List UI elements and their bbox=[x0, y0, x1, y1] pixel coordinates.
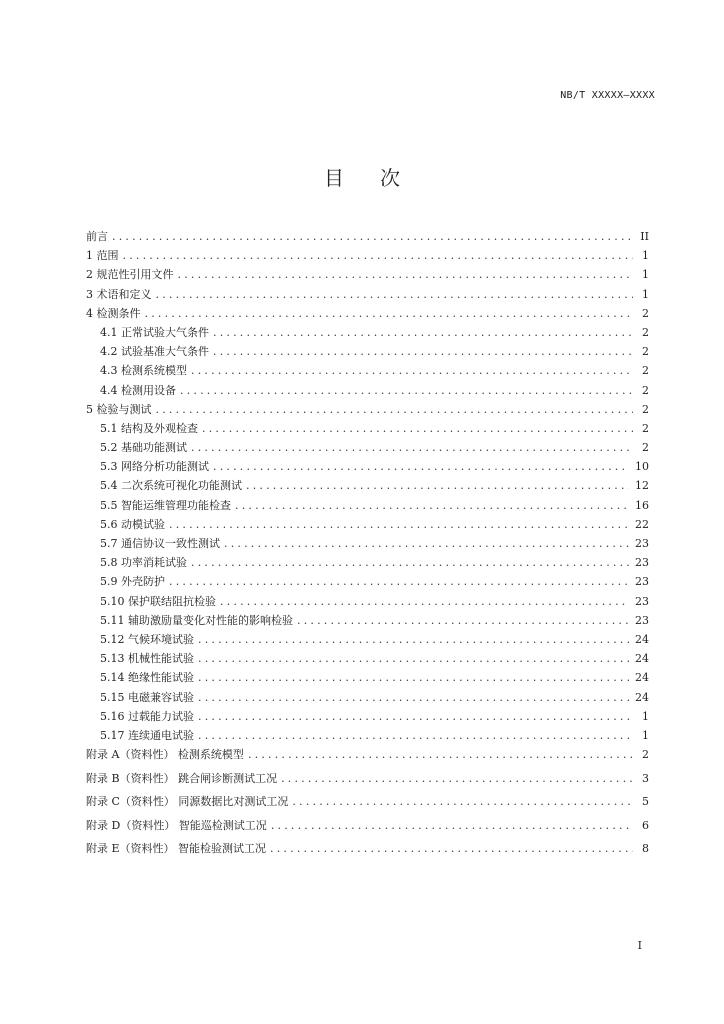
toc-entry-page: 2 bbox=[642, 402, 649, 416]
toc-appendix-entry[interactable] bbox=[86, 770, 649, 794]
toc-leader-dots bbox=[191, 556, 629, 569]
toc-leader-dots bbox=[246, 479, 629, 492]
toc-entry[interactable] bbox=[86, 343, 649, 362]
toc-entry-page: 24 bbox=[635, 632, 649, 646]
toc-entry-label: 5.5 智能运维管理功能检查 bbox=[100, 498, 231, 512]
toc-entry[interactable] bbox=[86, 631, 649, 650]
toc-entry[interactable] bbox=[86, 497, 649, 516]
toc-entry[interactable] bbox=[86, 612, 649, 631]
toc-leader-dots bbox=[297, 614, 629, 627]
toc-entry[interactable] bbox=[86, 286, 649, 305]
toc-entry-page: 23 bbox=[635, 537, 649, 550]
toc-entry-label: 5.4 二次系统可视化功能测试 bbox=[100, 479, 242, 493]
toc-entry-label: 5.9 外壳防护 bbox=[100, 575, 165, 589]
toc-entry-label: 前言 bbox=[86, 230, 108, 243]
toc-entry[interactable] bbox=[86, 727, 649, 746]
toc-entry-page: 1 bbox=[642, 268, 649, 282]
toc-leader-dots bbox=[198, 671, 629, 684]
table-of-contents bbox=[86, 228, 649, 864]
toc-leader-dots bbox=[112, 230, 633, 243]
toc-entry-page: 12 bbox=[635, 479, 649, 493]
toc-appendix-entry[interactable] bbox=[86, 840, 649, 864]
toc-entry-page: 5 bbox=[642, 795, 649, 809]
toc-leader-dots bbox=[178, 268, 634, 281]
toc-leader-dots bbox=[270, 842, 633, 855]
toc-entry-page: 2 bbox=[642, 748, 649, 762]
toc-leader-dots bbox=[292, 795, 633, 808]
toc-leader-dots bbox=[180, 384, 633, 397]
toc-entry-page: 23 bbox=[635, 556, 649, 570]
toc-entry[interactable] bbox=[86, 458, 649, 477]
toc-leader-dots bbox=[248, 748, 633, 761]
toc-title-part1: 目 bbox=[324, 166, 344, 190]
toc-entry-label: 1 范围 bbox=[86, 249, 119, 263]
toc-entry[interactable] bbox=[86, 382, 649, 401]
toc-appendix-entry[interactable] bbox=[86, 746, 649, 770]
toc-leader-dots bbox=[169, 518, 629, 531]
toc-entry-label: 附录 B（资料性） 跳合闸诊断测试工况 bbox=[86, 771, 278, 785]
toc-entry-page: 1 bbox=[642, 709, 649, 723]
toc-leader-dots bbox=[169, 575, 629, 588]
toc-leader-dots bbox=[198, 729, 633, 742]
toc-entry-page: 16 bbox=[635, 498, 649, 512]
toc-entry[interactable] bbox=[86, 554, 649, 573]
toc-entry[interactable] bbox=[86, 401, 649, 420]
toc-leader-dots bbox=[198, 710, 633, 723]
toc-leader-dots bbox=[213, 326, 633, 339]
toc-entry[interactable] bbox=[86, 477, 649, 496]
toc-entry-label: 5.8 功率消耗试验 bbox=[100, 556, 187, 570]
toc-entry-label: 5.1 结构及外观检查 bbox=[100, 421, 198, 435]
toc-entry-label: 2 规范性引用文件 bbox=[86, 268, 174, 282]
toc-entry-label: 3 术语和定义 bbox=[86, 287, 152, 301]
toc-entry-page: 10 bbox=[635, 460, 649, 474]
toc-leader-dots bbox=[123, 249, 634, 262]
toc-entry[interactable] bbox=[86, 362, 649, 381]
toc-entry[interactable] bbox=[86, 228, 649, 247]
toc-entry-label: 5.13 机械性能试验 bbox=[100, 652, 194, 666]
toc-entry[interactable] bbox=[86, 593, 649, 612]
toc-leader-dots bbox=[145, 307, 634, 320]
toc-entry-label: 5.2 基础功能测试 bbox=[100, 441, 187, 455]
toc-leader-dots bbox=[271, 819, 633, 832]
toc-entry-label: 附录 E（资料性） 智能检验测试工况 bbox=[86, 842, 267, 856]
toc-entry-label: 5.11 辅助激励量变化对性能的影响检验 bbox=[100, 613, 293, 627]
toc-entry-page: 24 bbox=[635, 671, 649, 685]
toc-entry-label: 附录 C（资料性） 同源数据比对测试工况 bbox=[86, 795, 289, 809]
toc-entry-page: 23 bbox=[635, 575, 649, 589]
toc-entry-page: 6 bbox=[642, 818, 649, 832]
toc-entry-page: 1 bbox=[642, 728, 649, 742]
toc-entry[interactable] bbox=[86, 689, 649, 708]
toc-entry-page: 2 bbox=[642, 383, 649, 397]
document-code: NB/T XXXXX—XXXX bbox=[560, 90, 655, 101]
toc-leader-dots bbox=[220, 595, 629, 608]
toc-entry-page: 2 bbox=[642, 364, 649, 378]
toc-appendix-entry[interactable] bbox=[86, 817, 649, 841]
toc-leader-dots bbox=[191, 441, 633, 454]
toc-leader-dots bbox=[198, 633, 629, 646]
toc-entry-label: 4.2 试验基准大气条件 bbox=[100, 345, 209, 359]
toc-entry-label: 附录 A（资料性） 检测系统模型 bbox=[86, 748, 244, 762]
toc-entry-page: 2 bbox=[642, 306, 649, 320]
toc-leader-dots bbox=[191, 364, 633, 377]
toc-leader-dots bbox=[198, 691, 629, 704]
toc-entry-label: 4.3 检测系统模型 bbox=[100, 364, 187, 378]
toc-title bbox=[0, 162, 724, 191]
toc-entry-label: 5.7 通信协议一致性测试 bbox=[100, 537, 220, 550]
toc-entry-page: 8 bbox=[642, 842, 649, 856]
page-number: I bbox=[637, 939, 642, 952]
toc-entry-label: 4.4 检测用设备 bbox=[100, 383, 176, 397]
toc-entry-page: 2 bbox=[642, 441, 649, 455]
toc-leader-dots bbox=[281, 772, 633, 785]
toc-entry-page: II bbox=[640, 230, 649, 243]
toc-entry-label: 5.10 保护联结阻抗检验 bbox=[100, 594, 216, 608]
toc-entry-label: 5.16 过载能力试验 bbox=[100, 709, 194, 723]
toc-entry-label: 5.12 气候环境试验 bbox=[100, 632, 194, 646]
toc-entry-label: 5.15 电磁兼容试验 bbox=[100, 690, 194, 704]
toc-entry-page: 1 bbox=[642, 287, 649, 301]
toc-entry[interactable] bbox=[86, 650, 649, 669]
toc-entry-label: 5.14 绝缘性能试验 bbox=[100, 671, 194, 685]
toc-title-part2: 次 bbox=[380, 166, 400, 190]
toc-leader-dots bbox=[224, 537, 629, 550]
toc-leader-dots bbox=[213, 460, 629, 473]
toc-entry-page: 3 bbox=[642, 771, 649, 785]
toc-entry[interactable] bbox=[86, 439, 649, 458]
toc-entry[interactable] bbox=[86, 535, 649, 554]
toc-entry[interactable] bbox=[86, 324, 649, 343]
toc-leader-dots bbox=[235, 499, 629, 512]
toc-entry[interactable] bbox=[86, 247, 649, 266]
toc-leader-dots bbox=[156, 288, 634, 301]
toc-entry[interactable] bbox=[86, 266, 649, 285]
toc-entry-label: 5 检验与测试 bbox=[86, 402, 152, 416]
toc-entry[interactable] bbox=[86, 669, 649, 688]
toc-leader-dots bbox=[198, 652, 629, 665]
toc-entry[interactable] bbox=[86, 708, 649, 727]
toc-leader-dots bbox=[156, 403, 634, 416]
toc-entry-page: 2 bbox=[642, 421, 649, 435]
toc-entry[interactable] bbox=[86, 305, 649, 324]
toc-entry-label: 4.1 正常试验大气条件 bbox=[100, 325, 209, 339]
toc-entry-label: 附录 D（资料性） 智能巡检测试工况 bbox=[86, 818, 267, 832]
toc-entry-label: 5.17 连续通电试验 bbox=[100, 728, 194, 742]
toc-entry[interactable] bbox=[86, 420, 649, 439]
toc-entry-page: 24 bbox=[635, 652, 649, 666]
toc-entry-page: 24 bbox=[635, 690, 649, 704]
toc-entry[interactable] bbox=[86, 573, 649, 592]
toc-entry-page: 23 bbox=[635, 613, 649, 627]
toc-entry-page: 22 bbox=[635, 517, 649, 531]
toc-entry-label: 5.3 网络分析功能测试 bbox=[100, 460, 209, 474]
toc-entry-page: 1 bbox=[642, 249, 649, 263]
toc-entry-label: 5.6 动模试验 bbox=[100, 517, 165, 531]
toc-entry-label: 4 检测条件 bbox=[86, 306, 141, 320]
toc-appendix-entry[interactable] bbox=[86, 793, 649, 817]
toc-leader-dots bbox=[213, 345, 633, 358]
toc-leader-dots bbox=[202, 422, 633, 435]
toc-entry-page: 2 bbox=[642, 345, 649, 359]
toc-entry-page: 2 bbox=[642, 325, 649, 339]
toc-entry[interactable] bbox=[86, 516, 649, 535]
toc-entry-page: 23 bbox=[635, 594, 649, 608]
